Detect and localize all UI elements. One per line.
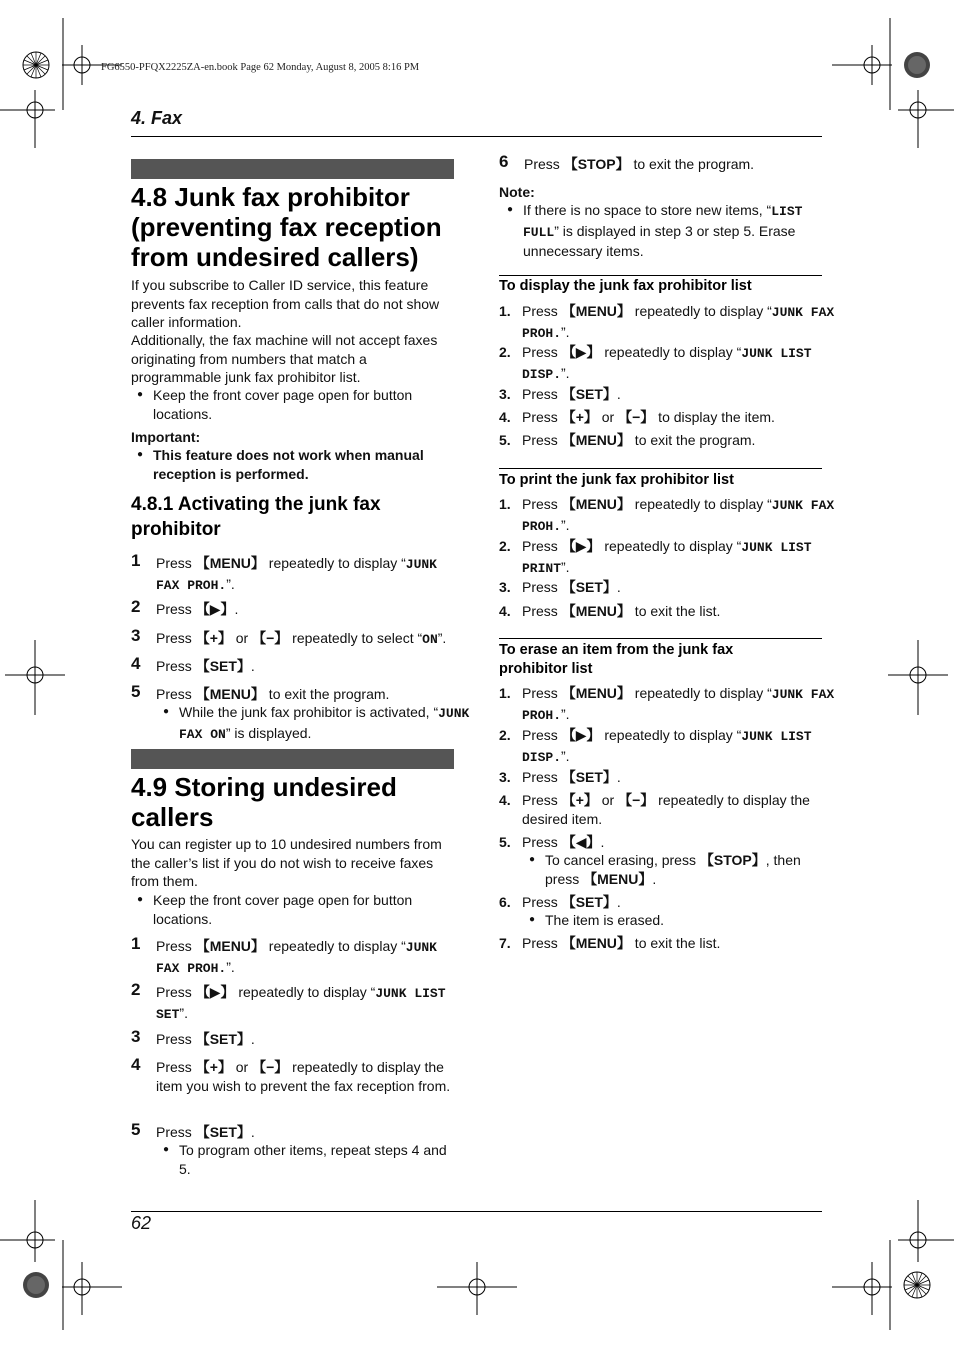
step-text: to exit the program.: [629, 156, 755, 172]
step-text: Press: [156, 938, 196, 954]
step-text: Press: [522, 303, 562, 319]
note-label: Note:: [499, 184, 535, 200]
footer-rule: [131, 1211, 822, 1212]
note-text: If there is no space to store new items, “: [523, 202, 772, 218]
storing-step-3: [131, 1027, 456, 1049]
step-number: 4.: [499, 792, 511, 808]
step-text: Press: [522, 432, 562, 448]
section-title-4-8: 4.8 Junk fax prohibitor (preventing fax reception from undesired callers): [131, 182, 442, 272]
right-arrow-key: 【▶】: [561, 538, 601, 554]
step-number: 4.: [499, 603, 511, 619]
step-text: Press: [156, 984, 196, 1000]
step-text: repeatedly to display “: [630, 685, 772, 701]
storing-step-6: [499, 152, 844, 174]
step-number: 1: [131, 934, 141, 953]
step-4: [131, 654, 456, 676]
step-text: ”.: [561, 516, 570, 533]
section-bar-4-9: [131, 749, 454, 769]
step-text: or: [231, 630, 253, 646]
bullet-item: ● Keep the front cover page open for button locations.: [131, 386, 458, 423]
menu-key: 【MENU】: [583, 870, 653, 887]
display-code: JUNK LIST PRINT: [522, 540, 812, 576]
display-step-4: [499, 408, 842, 427]
step-text: Press: [156, 1124, 196, 1140]
step-text: ”.: [561, 323, 570, 340]
erase-step-7: [499, 934, 842, 953]
step-number: 1.: [499, 303, 511, 319]
step-number: 5: [131, 682, 141, 701]
erase-step-6: [499, 893, 842, 912]
subsection-title-print: To print the junk fax prohibitor list: [499, 472, 734, 488]
step-text: to display the item.: [654, 409, 775, 425]
step-number: 6.: [499, 894, 511, 910]
storing-step-5-note: ● To program other items, repeat steps 4 and 5.: [157, 1141, 459, 1178]
step-number: 3: [131, 626, 141, 645]
step-text: Press: [522, 834, 562, 850]
note-text-mid: , then press: [545, 852, 801, 887]
set-key: 【SET】: [561, 386, 617, 402]
step-number: 2: [131, 980, 141, 999]
step-3: [131, 626, 486, 650]
print-step-1: [499, 495, 842, 536]
page-number: 62: [131, 1213, 152, 1233]
step-text: ”.: [561, 558, 570, 575]
step-text: ”.: [226, 575, 235, 592]
step-text: or: [231, 1059, 253, 1075]
display-code: JUNK FAX PROH.: [156, 940, 437, 976]
menu-key: 【MENU】: [561, 685, 631, 701]
section-bar-4-8: [131, 159, 454, 179]
note-text: To cancel erasing, press: [545, 852, 700, 868]
plus-key: 【+】: [561, 409, 598, 425]
plus-key: 【+】: [195, 1059, 232, 1075]
storing-bullet: ● Keep the front cover page open for button locations.: [131, 891, 458, 928]
step-text: Press: [156, 555, 196, 571]
display-code: ON: [422, 632, 438, 647]
step-number: 1.: [499, 685, 511, 701]
note-display-code: LIST FULL: [523, 204, 803, 240]
subsection-title-4-8-1: 4.8.1 Activating the junk fax prohibitor: [131, 494, 381, 540]
left-arrow-key: 【◀】: [561, 834, 601, 850]
step-text: to exit the program.: [630, 432, 756, 448]
step-number: 3.: [499, 769, 511, 785]
file-info: FG6550-PFQX2225ZA-en.book Page 62 Monday, August 8, 2005 8:16 PM: [101, 62, 420, 73]
stop-key: 【STOP】: [563, 156, 630, 172]
note-text-end: .: [652, 870, 657, 887]
step-text: .: [250, 1031, 255, 1047]
step-text: to exit the list.: [630, 603, 721, 619]
step-text: ”.: [561, 364, 570, 381]
menu-key: 【MENU】: [561, 935, 631, 951]
step-5-note: [157, 703, 477, 744]
menu-key: 【MENU】: [561, 496, 631, 512]
plus-key: 【+】: [561, 792, 598, 808]
storing-step-2: [131, 980, 456, 1024]
intro-paragraph-2: Additionally, the fax machine will not accept faxes originating from numbers that match a programmable junk fax prohibitor list.: [131, 332, 438, 385]
step-text: repeatedly to display “: [234, 984, 376, 1000]
step-text: ”.: [561, 705, 570, 722]
step-5: [131, 682, 456, 704]
step-text: .: [616, 769, 621, 785]
step-text: repeatedly to display “: [264, 938, 406, 954]
minus-key: 【−】: [618, 792, 655, 808]
important-bullet: ● This feature does not work when manual reception is performed.: [131, 446, 458, 483]
step-number: 3: [131, 1027, 141, 1046]
step-text: Press: [522, 579, 562, 595]
section-header: 4. Fax: [131, 108, 183, 128]
step-text: Press: [522, 386, 562, 402]
print-step-4: [499, 602, 842, 621]
step-text: repeatedly to display the item you wish to prevent the fax reception from.: [156, 1059, 451, 1094]
step-text: Press: [156, 601, 196, 617]
display-step-5: [499, 431, 842, 450]
step-number: 5: [131, 1120, 141, 1139]
print-step-2: [499, 537, 842, 578]
erase-step-3: [499, 768, 842, 787]
subsection-title-erase: To erase an item from the junk fax prohibitor list: [499, 642, 734, 677]
step-number: 1.: [499, 496, 511, 512]
step-text: or: [597, 409, 619, 425]
erase-step-5: [499, 833, 842, 852]
step-2: [131, 597, 456, 619]
step-text: Press: [156, 630, 196, 646]
step-text: Press: [522, 538, 562, 554]
step-text: Press: [156, 1059, 196, 1075]
step-number: 2.: [499, 538, 511, 554]
step-text: Press: [522, 603, 562, 619]
step-text: repeatedly to display “: [264, 555, 406, 571]
step-text: .: [600, 834, 605, 850]
step-text: Press: [522, 409, 562, 425]
step-1: [131, 551, 456, 595]
header-rule: [131, 136, 822, 137]
set-key: 【SET】: [561, 894, 617, 910]
step-text: to exit the list.: [630, 935, 721, 951]
erase-step-5-note: [523, 851, 825, 888]
step-number: 6: [499, 152, 509, 171]
step-number: 3.: [499, 579, 511, 595]
step-text: .: [616, 894, 621, 910]
step-text: Press: [522, 894, 562, 910]
step-number: 1: [131, 551, 141, 570]
storing-step-5: [131, 1120, 456, 1142]
step-text: .: [616, 386, 621, 402]
step-number: 4: [131, 654, 141, 673]
rule-erase: [499, 638, 822, 639]
note-text: While the junk fax prohibitor is activated, “: [179, 704, 439, 720]
display-step-1: [499, 302, 842, 343]
menu-key: 【MENU】: [561, 603, 631, 619]
right-arrow-key: 【▶】: [195, 601, 235, 617]
print-step-3: [499, 578, 842, 597]
subsection-title-display: To display the junk fax prohibitor list: [499, 278, 752, 294]
display-code: JUNK FAX PROH.: [156, 557, 437, 593]
minus-key: 【−】: [252, 630, 289, 646]
display-step-2: [499, 343, 842, 384]
step-number: 5.: [499, 432, 511, 448]
right-arrow-key: 【▶】: [561, 344, 601, 360]
storing-intro: You can register up to 10 undesired numbers from the caller’s list if you do not wish to receive faxes from them.: [131, 836, 442, 889]
step-text: ”.: [561, 747, 570, 764]
set-key: 【SET】: [561, 769, 617, 785]
step-text: to exit the program.: [264, 686, 390, 702]
stop-key: 【STOP】: [699, 852, 766, 868]
step-number: 5.: [499, 834, 511, 850]
step-text: Press: [522, 344, 562, 360]
set-key: 【SET】: [195, 1031, 251, 1047]
important-label: Important:: [131, 429, 201, 445]
step-text: repeatedly to display the desired item.: [522, 792, 810, 827]
step-text: Press: [156, 686, 196, 702]
menu-key: 【MENU】: [195, 938, 265, 954]
set-key: 【SET】: [195, 1124, 251, 1140]
step-number: 4: [131, 1055, 141, 1074]
menu-key: 【MENU】: [195, 686, 265, 702]
step-number: 4.: [499, 409, 511, 425]
step-text: Press: [522, 935, 562, 951]
display-code: JUNK LIST DISP.: [522, 729, 812, 765]
display-code: JUNK LIST SET: [156, 986, 446, 1022]
minus-key: 【−】: [252, 1059, 289, 1075]
step-text: repeatedly to display “: [630, 303, 772, 319]
display-code: JUNK FAX PROH.: [522, 498, 835, 534]
step-text: ”.: [179, 1004, 188, 1021]
note-text-end: ” is displayed.: [225, 724, 312, 741]
menu-key: 【MENU】: [561, 303, 631, 319]
menu-key: 【MENU】: [561, 432, 631, 448]
step-text: Press: [524, 156, 564, 172]
step-text: Press: [156, 1031, 196, 1047]
step-text: Press: [522, 792, 562, 808]
note-bullet: [501, 201, 821, 261]
step-text: .: [250, 1124, 255, 1140]
right-arrow-key: 【▶】: [561, 727, 601, 743]
set-key: 【SET】: [195, 658, 251, 674]
intro-paragraph: If you subscribe to Caller ID service, this feature prevents fax reception from calls that do not show caller information.: [131, 277, 440, 330]
erase-step-1: [499, 684, 842, 725]
display-code: JUNK FAX PROH.: [522, 305, 835, 341]
step-number: 2.: [499, 344, 511, 360]
rule-print: [499, 468, 822, 469]
step-text: repeatedly to display “: [630, 496, 772, 512]
step-number: 2: [131, 597, 141, 616]
step-text: repeatedly to display “: [600, 727, 742, 743]
minus-key: 【−】: [618, 409, 655, 425]
step-text: Press: [156, 658, 196, 674]
step-text: .: [616, 579, 621, 595]
step-text: repeatedly to display “: [600, 538, 742, 554]
step-text: repeatedly to display “: [600, 344, 742, 360]
step-text: Press: [522, 496, 562, 512]
step-text: ”.: [437, 630, 447, 646]
step-text: repeatedly to select “: [288, 630, 423, 646]
step-text: Press: [522, 727, 562, 743]
display-step-3: [499, 385, 842, 404]
step-text: Press: [522, 685, 562, 701]
plus-key: 【+】: [195, 630, 232, 646]
step-text: ”.: [226, 958, 235, 975]
note-text-end: ” is displayed in step 3 or step 5. Erase unnecessary items.: [523, 222, 796, 259]
erase-step-2: [499, 726, 842, 767]
erase-step-4: [499, 791, 842, 828]
step-text: or: [597, 792, 619, 808]
section-title-4-9: 4.9 Storing undesired callers: [131, 772, 397, 832]
erase-step-6-note: ● The item is erased.: [523, 911, 825, 930]
step-number: 2.: [499, 727, 511, 743]
right-arrow-key: 【▶】: [195, 984, 235, 1000]
step-number: 3.: [499, 386, 511, 402]
note-display-code: JUNK FAX ON: [179, 706, 470, 742]
step-number: 7.: [499, 935, 511, 951]
step-text: Press: [522, 769, 562, 785]
menu-key: 【MENU】: [195, 555, 265, 571]
display-code: JUNK FAX PROH.: [522, 687, 835, 723]
rule-display: [499, 275, 822, 276]
storing-step-4: [131, 1055, 456, 1095]
set-key: 【SET】: [561, 579, 617, 595]
storing-step-1: [131, 934, 456, 978]
step-text: .: [250, 658, 255, 674]
step-text: .: [234, 601, 239, 617]
display-code: JUNK LIST DISP.: [522, 346, 812, 382]
